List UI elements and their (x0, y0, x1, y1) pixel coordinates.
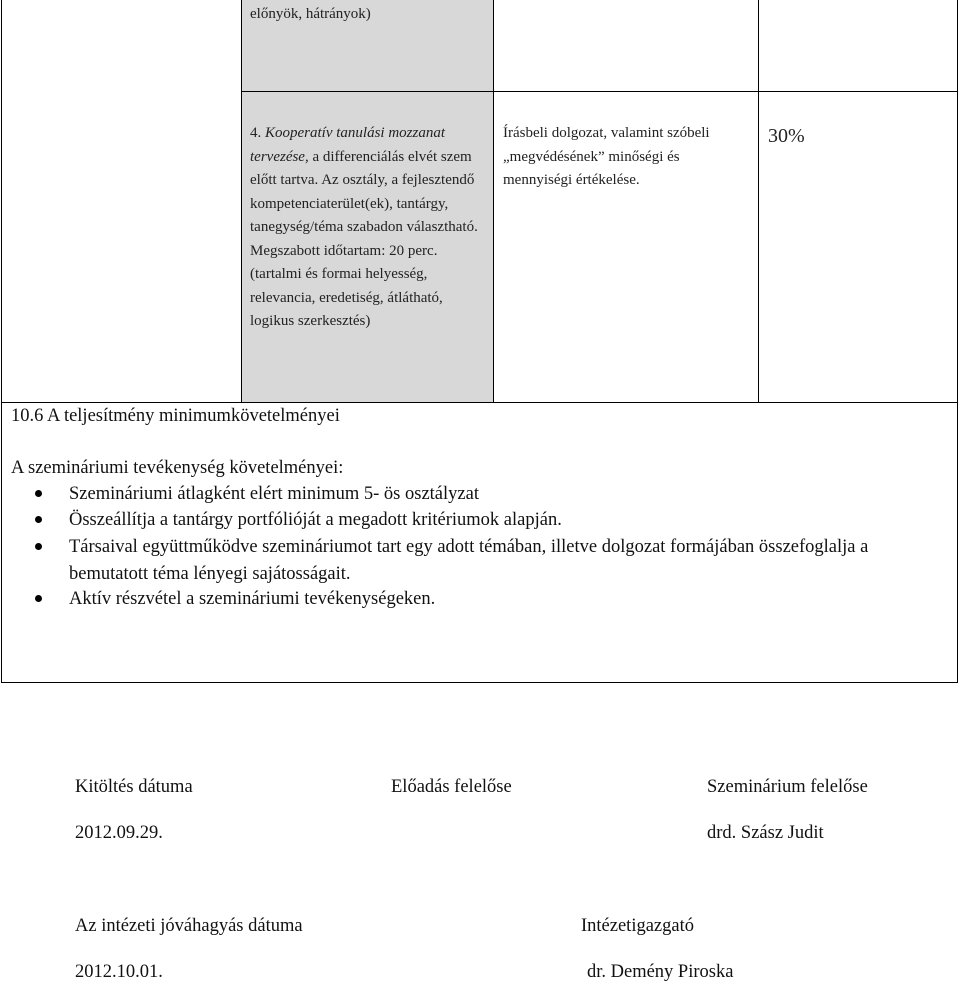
requirement-item-4: Aktív részvétel a szemináriumi tevékenységeken. (69, 589, 436, 609)
approval-date-value: 2012.10.01. (75, 962, 163, 982)
cell-description: , a differenciálás elvét szem előtt tartva. Az osztály, a fejlesztendő kompetenciaterület(ek), tantárgy, tanegység/téma szabadon választható. Megszabott időtartam: 20 perc. (tartalmi és formai helyesség, relevancia, eredetiség, átlátható, logikus szerkesztés) (250, 148, 478, 329)
fill-date-value: 2012.09.29. (75, 823, 163, 843)
approval-date-label: Az intézeti jóváhagyás dátuma (75, 916, 303, 936)
lecture-owner-label: Előadás felelőse (391, 777, 512, 797)
requirement-item-1: Szemináriumi átlagként elért minimum 5- ös osztályzat (69, 484, 479, 504)
requirement-item-2: Összeállítja a tantárgy portfólióját a megadott kritériumok alapján. (69, 510, 562, 530)
cell-italic-title: Kooperatív tanulási mozzanat tervezése (250, 125, 446, 165)
section-heading: 10.6 A teljesítmény minimumkövetelményei (11, 406, 340, 426)
requirement-item-3: Társaival együttműködve szemináriumot tart egy adott témában, illetve dolgozat formájában összefoglalja a bemutatott téma lényegi sajátosságait. (69, 537, 869, 584)
bullet-dot-4 (35, 595, 42, 602)
bullet-dot-1 (35, 490, 42, 497)
fill-date-label: Kitöltés dátuma (75, 777, 193, 797)
table-divider-col1 (241, 0, 242, 403)
table-cell-row2-col3: Írásbeli dolgozat, valamint szóbeli „megvédésének” minőségi és mennyiségi értékelése. (503, 125, 710, 188)
cell-number: 4. (250, 125, 265, 141)
table-divider-col3 (758, 0, 759, 403)
seminar-owner-value: drd. Szász Judit (707, 823, 824, 843)
director-value: dr. Demény Piroska (587, 962, 734, 982)
table-border-right (957, 0, 958, 683)
director-label: Intézetigazgató (581, 916, 694, 936)
table-border-bottom (1, 682, 958, 683)
bullet-dot-3 (35, 543, 42, 550)
bullet-dot-2 (35, 516, 42, 523)
table-cell-row1-col2: előnyök, hátrányok) (250, 6, 371, 22)
table-border-left (1, 0, 2, 683)
table-cell-row2-col2 (250, 122, 490, 334)
table-divider-col2 (493, 0, 494, 403)
table-cell-row2-col4-percent: 30% (768, 125, 805, 147)
table-row-divider (241, 91, 958, 92)
seminar-owner-label: Szeminárium felelőse (707, 777, 868, 797)
section-intro: A szemináriumi tevékenység követelményei: (11, 458, 344, 478)
